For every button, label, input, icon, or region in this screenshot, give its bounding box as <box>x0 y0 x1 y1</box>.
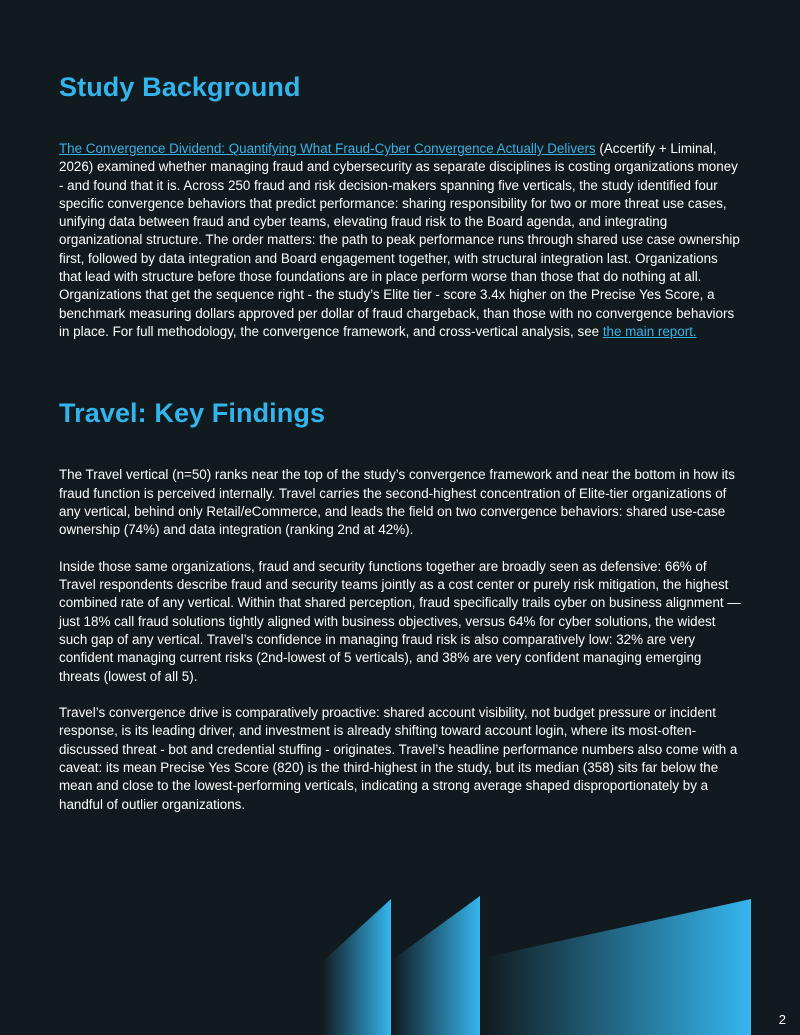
page-number: 2 <box>778 1012 786 1027</box>
decorative-shape-2 <box>392 896 480 1035</box>
page-content <box>59 70 741 814</box>
travel-findings-heading: Travel: Key Findings <box>59 398 326 429</box>
decorative-shape-3 <box>482 899 751 1035</box>
study-title-link[interactable]: The Convergence Dividend: Quantifying What Fraud-Cyber Convergence Actually Delivers <box>59 141 596 156</box>
decorative-shape-1 <box>322 899 391 1035</box>
travel-paragraph-1: The Travel vertical (n=50) ranks near the top of the study’s convergence framework and near the bottom in how its fraud function is perceived internally. Travel carries the second-highest concentration of Elite-tier organizations of any vertical, behind only Retail/eCommerce, and leads the field on two convergence behaviors: shared use-case ownership (74%) and data integration (ranking 2nd at 42%). <box>59 467 735 538</box>
travel-paragraph-2: Inside those same organizations, fraud and security functions together are broadly seen as defensive: 66% of Travel respondents describe fraud and security teams jointly as a cost center or purely risk mitigation, the highest combined rate of any vertical. Within that shared perception, fraud specifically trails cyber on business alignment — just 18% call fraud solutions tightly aligned with business objectives, versus 64% for cyber solutions, the widest such gap of any vertical. Travel’s confidence in managing fraud risk is also comparatively low: 32% are very confident managing current risks (2nd-lowest of 5 verticals), and 38% are very confident managing emerging threats (lowest of all 5). <box>59 558 741 684</box>
study-background-paragraph <box>59 140 741 341</box>
study-background-heading: Study Background <box>59 72 301 102</box>
study-background-text: (Accertify + Liminal, 2026) examined whether managing fraud and cybersecurity as separate disciplines is costing organizations money - and found that it is. Across 250 fraud and risk decision-makers spanning five verticals, the study identified four specific convergence behaviors that predict performance: sharing responsibility for two or more threat use cases, unifying data between fraud and cyber teams, elevating fraud risk to the Board agenda, and integrating organizational structure. The order matters: the path to peak performance runs through shared use case ownership first, followed by data integration and Board engagement together, with structural integration last. Organizations that lead with structure before those foundations are in place perform worse than those that do nothing at all. Organizations that get the sequence right - the study’s Elite tier - score 3.4x higher on the Precise Yes Score, a benchmark measuring dollars approved per dollar of fraud chargeback, than those with no convergence behaviors in place. For full methodology, the convergence framework, and cross-vertical analysis, see <box>59 141 740 339</box>
main-report-link[interactable]: the main report. <box>602 323 697 339</box>
travel-paragraph-3: Travel’s convergence drive is comparatively proactive: shared account visibility, not budget pressure or incident response, is its leading driver, and investment is already shifting toward account login, where its most-often-discussed threat - bot and credential stuffing - originates. Travel’s headline performance numbers also come with a caveat: its mean Precise Yes Score (820) is the third-highest in the study, but its median (358) sits far below the mean and close to the lowest-performing verticals, indicating a strong average shaped disproportionately by a handful of outlier organizations. <box>59 705 738 812</box>
